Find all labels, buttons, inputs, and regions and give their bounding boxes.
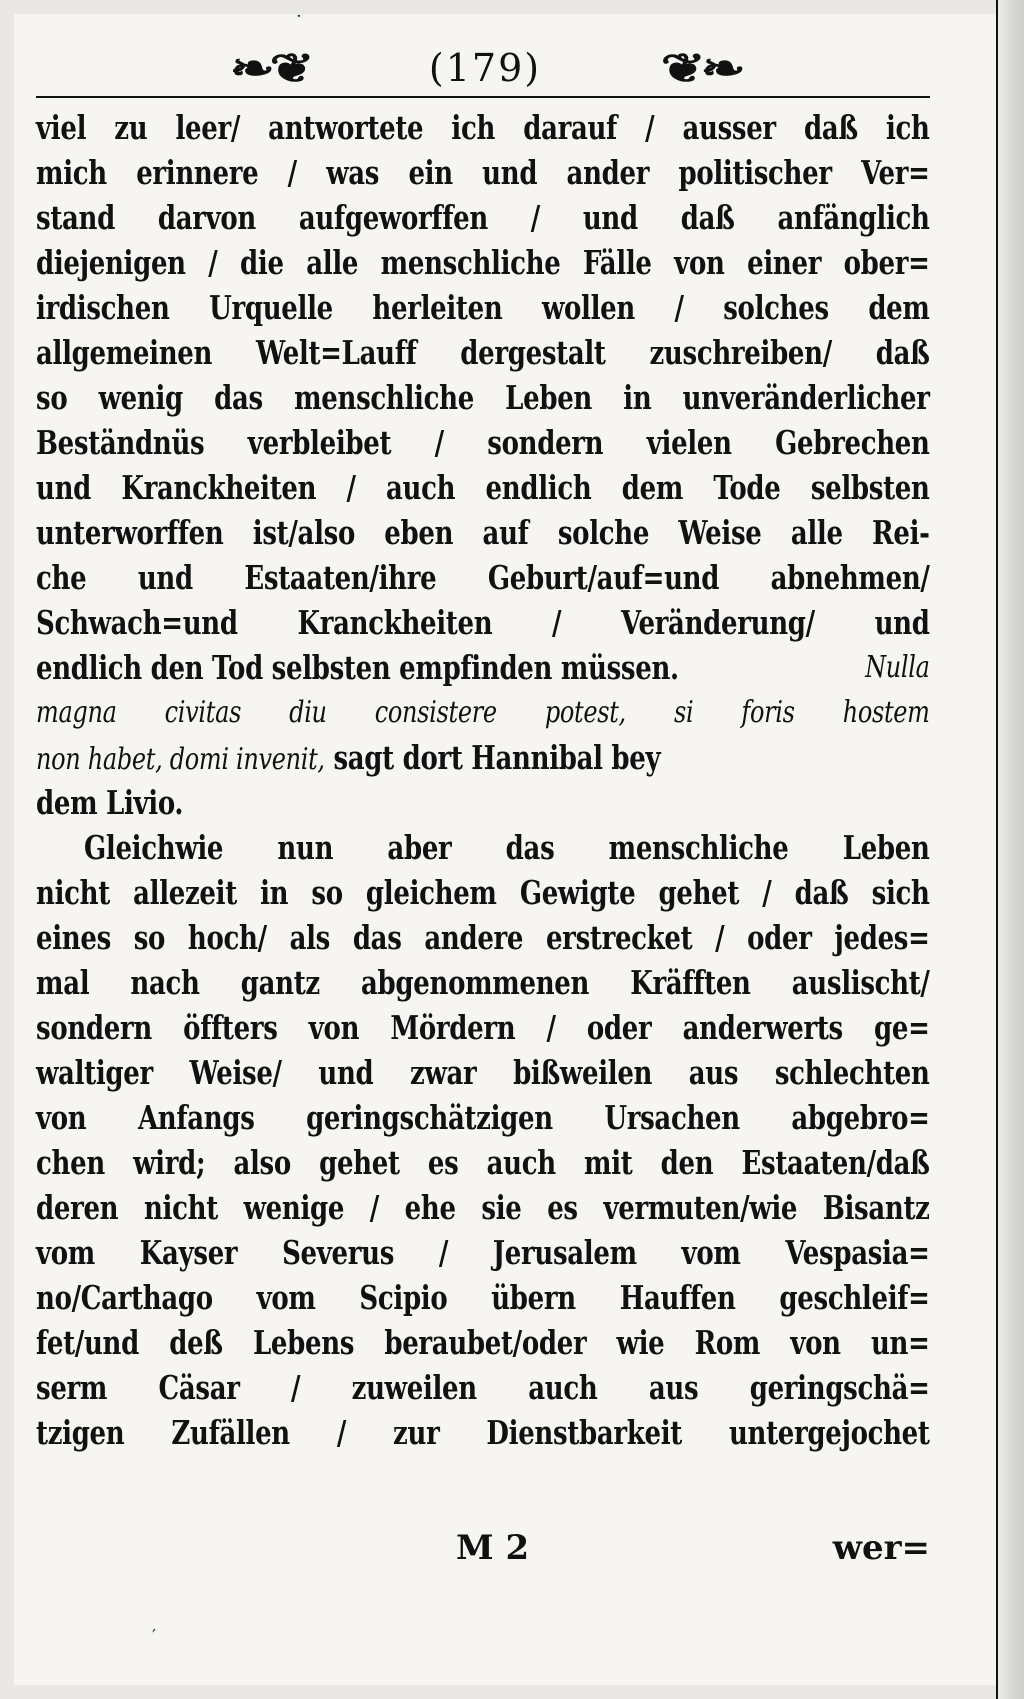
text-line: dem Livio. [36, 783, 184, 822]
text-line: che und Estaaten/ihre Geburt/auf=und abnehmen/ [36, 558, 930, 597]
latin-quote-line: magna civitas diu consistere potest, si foris hostem [36, 695, 930, 730]
text-line: mich erinnere / was ein und ander politischer Ver= [36, 153, 930, 192]
page-edge [996, 0, 1024, 1699]
text-line: sondern öffters von Mördern / oder anderwerts ge= [36, 1008, 930, 1047]
text-line: waltiger Weise/ und zwar bißweilen aus schlechten [36, 1053, 930, 1092]
ornament-left: ❧❦ [229, 44, 310, 92]
text-line: von Anfangs geringschätzigen Ursachen abgebro= [36, 1098, 930, 1137]
text-segment: sagt dort Hannibal bey [324, 738, 661, 777]
body-text [36, 105, 930, 1455]
paper-speck: ′ [152, 1626, 157, 1647]
text-line: diejenigen / die alle menschliche Fälle von einer ober= [36, 243, 930, 282]
text-line: nicht allezeit in so gleichem Gewigte gehet / daß sich [36, 873, 930, 912]
text-line: vom Kayser Severus / Jerusalem vom Vespasia= [36, 1233, 930, 1272]
text-line: unterworffen ist/also eben auf solche Weise alle Rei- [36, 513, 930, 552]
ornament-right: ❦❧ [660, 44, 741, 92]
text-line: tzigen Zufällen / zur Dienstbarkeit untergejochet [36, 1413, 930, 1452]
text-line: fet/und deß Lebens beraubet/oder wie Rom von un= [36, 1323, 930, 1362]
catchword: wer= [832, 1528, 930, 1568]
text-line: Schwach=und Kranckheiten / Veränderung/ und [36, 603, 930, 642]
text-line: eines so hoch/ als das andere erstrecket / oder jedes= [36, 918, 930, 957]
latin-quote: Nulla [865, 650, 930, 685]
paragraph-start: Gleichwie nun aber das menschliche Leben [84, 828, 930, 867]
page-footer [36, 1528, 930, 1574]
text-line: no/Carthago vom Scipio übern Hauffen geschleif= [36, 1278, 930, 1317]
text-line: mal nach gantz abgenommenen Kräfften auslischt/ [36, 963, 930, 1002]
text-line: Beständnüs verbleibet / sondern vielen Gebrechen [36, 423, 930, 462]
text-line-with-latin [36, 645, 930, 690]
text-line: allgemeinen Welt=Lauff dergestalt zuschreiben/ daß [36, 333, 930, 372]
text-segment: endlich den Tod selbsten empfinden müssen. [36, 648, 679, 687]
text-line-with-latin [36, 735, 751, 780]
text-line: viel zu leer/ antwortete ich darauf / ausser daß ich [36, 108, 930, 147]
text-line: stand darvon aufgeworffen / und daß anfänglich [36, 198, 930, 237]
paper-speck: · [296, 6, 302, 27]
header-rule [36, 96, 930, 98]
text-line: so wenig das menschliche Leben in unveränderlicher [36, 378, 930, 417]
text-line: serm Cäsar / zuweilen auch aus geringschä= [36, 1368, 930, 1407]
latin-quote: non habet, domi invenit, [36, 742, 325, 777]
page-number: (179) [428, 46, 542, 90]
text-line: deren nicht wenige / ehe sie es vermuten/wie Bisantz [36, 1188, 930, 1227]
text-line: und Kranckheiten / auch endlich dem Tode selbsten [36, 468, 930, 507]
text-line: irdischen Urquelle herleiten wollen / solches dem [36, 288, 930, 327]
running-header [40, 40, 930, 96]
text-line: chen wird; also gehet es auch mit den Estaaten/daß [36, 1143, 930, 1182]
signature-mark: M 2 [456, 1528, 530, 1568]
